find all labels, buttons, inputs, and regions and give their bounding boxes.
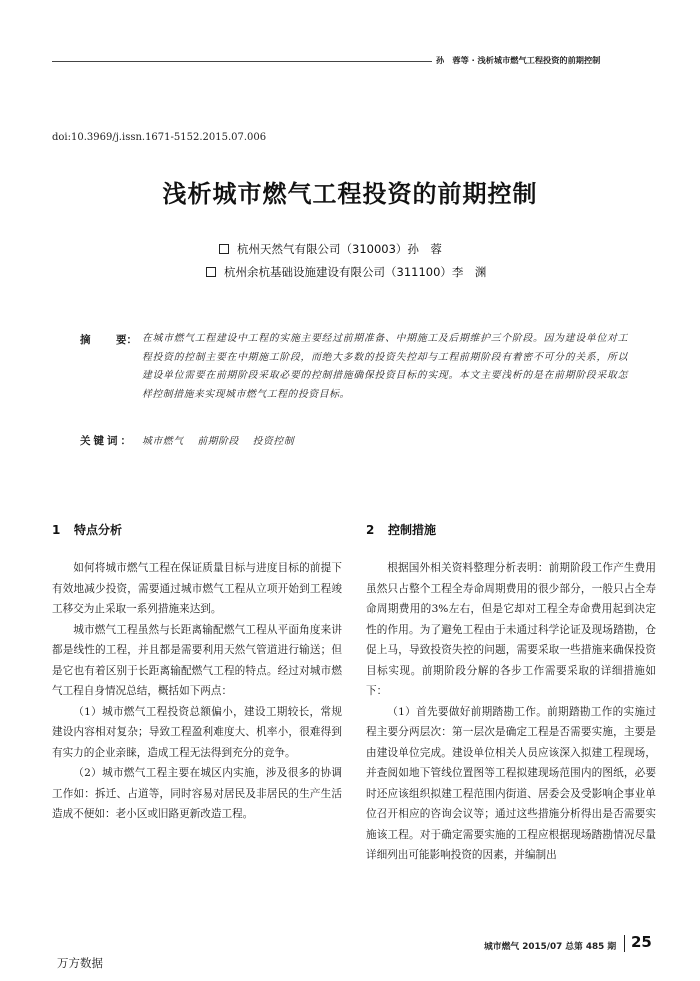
watermark: 万方数据	[57, 956, 103, 970]
author-line-1	[219, 241, 442, 257]
running-head: 孙 蓉等 · 浅析城市燃气工程投资的前期控制	[436, 55, 601, 65]
square-bullet-icon	[219, 244, 229, 254]
paragraph: 城市燃气工程虽然与长距离输配燃气工程从平面角度来讲都是线性的工程，并且都是需要利用天然气管道进行输送；但是它也有着区别于长距离输配燃气工程的特点。经过对城市燃气工程自身情况总结，概括如下两点：	[52, 623, 342, 697]
author-1: 杭州天然气有限公司（310003）孙 蓉	[237, 242, 442, 256]
doi: doi:10.3969/j.issn.1671-5152.2015.07.006	[52, 132, 267, 143]
keyword: 城市燃气	[142, 436, 184, 447]
footer-journal: 城市燃气 2015/07 总第 485 期	[484, 942, 617, 952]
abstract-label-2: 要：	[116, 334, 137, 346]
section-title: 特点分析	[74, 523, 123, 537]
author-2: 杭州余杭基础设施建设有限公司（311100）李 渊	[224, 265, 487, 279]
section-heading-1	[52, 521, 122, 538]
abstract-label	[80, 332, 140, 347]
keywords-list	[142, 433, 304, 447]
right-column	[366, 558, 656, 866]
page-number: 25	[631, 933, 652, 951]
author-line-2	[206, 264, 486, 280]
section-number: 1	[52, 523, 61, 537]
paragraph: （1）首先要做好前期踏勘工作。前期踏勘工作的实施过程主要分两层次：第一层次是确定工程是否需要实施，主要是由建设单位完成。建设单位相关人员应该深入拟建工程现场，并查阅如地下管线位置图等工程拟建现场范围内的图纸，必要时还应该组织拟建工程范围内街道、居委会及受影响企事业单位召开相应的咨询会议等；通过这些措施分析得出是否需要实施该工程。对于确定需要实施的工程应根据现场踏勘情况尽量详细列出可能影响投资的因素，并编制出	[366, 705, 656, 861]
paragraph: 根据国外相关资料整理分析表明：前期阶段工作产生费用虽然只占整个工程全寿命周期费用的很少部分，一般只占全寿命周期费用的3%左右，但是它却对工程全寿命费用起到决定性的作用。为了避免工程由于未通过科学论证及现场踏勘，仓促上马，导致投资失控的问题，需要采取一些措施来确保投资目标实现。前期阶段分解的各步工作需要采取的详细措施如下：	[366, 562, 656, 697]
keyword: 前期阶段	[197, 436, 239, 447]
footer-divider	[624, 935, 625, 952]
left-column	[52, 558, 342, 825]
square-bullet-icon	[206, 267, 216, 277]
abstract-label-1: 摘	[80, 334, 91, 346]
header-rule	[52, 61, 432, 62]
keywords-label: 关键词：	[80, 435, 134, 447]
keyword: 投资控制	[252, 436, 295, 447]
page-title: 浅析城市燃气工程投资的前期控制	[162, 179, 538, 208]
section-number: 2	[366, 523, 375, 537]
section-heading-2	[366, 521, 436, 538]
abstract-text: 在城市燃气工程建设中工程的实施主要经过前期准备、中期施工及后期维护三个阶段。因为建设单位对工程投资的控制主要在中期施工阶段，而绝大多数的投资失控却与工程前期阶段有着密不可分的关系，所以建设单位需要在前期阶段采取必要的控制措施确保投资目标的实现。本文主要浅析的是在前期阶段采取怎样控制措施来实现城市燃气工程的投资目标。	[142, 333, 628, 400]
paragraph: 如何将城市燃气工程在保证质量目标与进度目标的前提下有效地减少投资，需要通过城市燃气工程从立项开始到工程竣工移交为止采取一系列措施来达到。	[52, 562, 342, 615]
paragraph: （1）城市燃气工程投资总额偏小，建设工期较长，常规建设内容相对复杂；导致工程盈利难度大、机率小，很难得到有实力的企业亲睐，造成工程无法得到充分的竞争。	[52, 705, 342, 759]
section-title: 控制措施	[388, 523, 437, 537]
paragraph: （2）城市燃气工程主要在城区内实施，涉及很多的协调工作如：拆迁、占道等，同时容易对居民及非居民的生产生活造成不便如：老小区或旧路更新改造工程。	[52, 767, 342, 820]
